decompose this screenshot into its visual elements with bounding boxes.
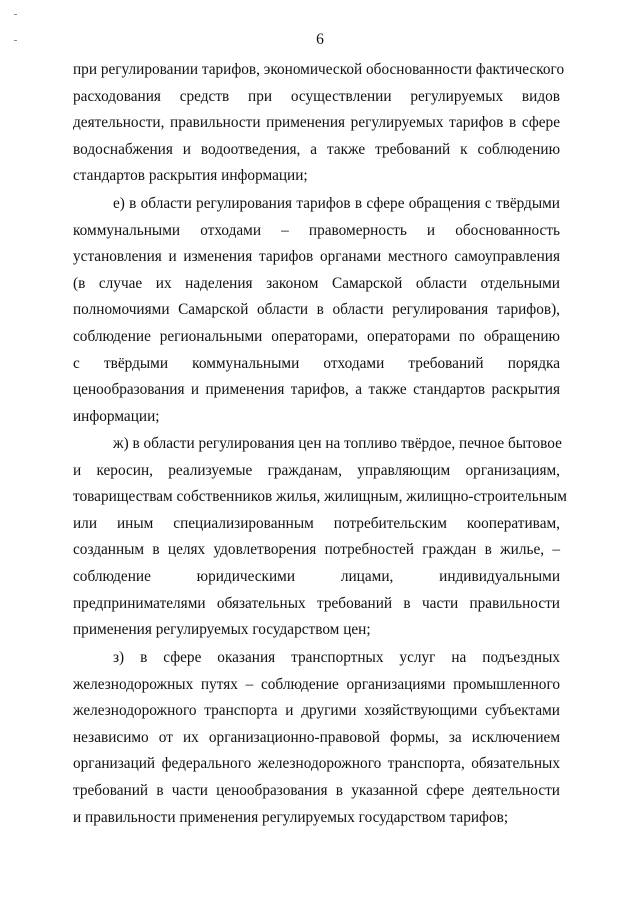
- text-line: водоснабжения и водоотведения, а также требований к соблюдению: [73, 140, 560, 158]
- text-line: ж) в области регулирования цен на топливо твёрдое, печное бытовое: [113, 435, 562, 452]
- text-line: организаций федерального железнодорожного транспорта, обязательных: [73, 755, 560, 773]
- text-line: с твёрдыми коммунальными отходами требований порядка: [73, 354, 560, 372]
- text-line: при регулировании тарифов, экономической обоснованности фактического: [73, 61, 565, 78]
- text-line: товариществам собственников жилья, жилищным, жилищно-строительным: [73, 488, 567, 506]
- text-line: независимо от их организационно-правовой формы, за исключением: [73, 728, 560, 746]
- page-number: 6: [316, 31, 324, 48]
- text-line: информации;: [73, 407, 160, 425]
- text-line: применения регулируемых государством цен;: [73, 621, 371, 639]
- paragraph-item-zh: [73, 431, 567, 644]
- text-line: деятельности, правильности применения регулируемых тарифов в сфере: [73, 114, 560, 132]
- paragraph-item-e: [73, 191, 560, 430]
- text-line: и керосин, реализуемые гражданам, управляющим организациям,: [73, 461, 560, 479]
- text-line: ценообразования и применения тарифов, а также стандартов раскрытия: [73, 381, 560, 399]
- text-line: соблюдение региональными операторами, операторами по обращению: [73, 327, 560, 345]
- paragraph-item-z: [73, 645, 560, 831]
- paragraph-continuation: [73, 57, 565, 190]
- text-line: коммунальными отходами – правомерность и обоснованность: [73, 221, 560, 239]
- text-line: стандартов раскрытия информации;: [73, 167, 308, 185]
- text-line: установления и изменения тарифов органами местного самоуправления: [73, 248, 560, 266]
- text-line: железнодорожного транспорта и другими хозяйствующими субъектами: [73, 702, 560, 720]
- text-line: е) в области регулирования тарифов в сфере обращения с твёрдыми: [113, 195, 560, 212]
- text-line: соблюдение юридическими лицами, индивидуальными: [73, 567, 560, 585]
- margin-mark: [14, 14, 17, 15]
- text-line: предпринимателями обязательных требований в части правильности: [73, 594, 560, 612]
- text-line: или иным специализированным потребительским кооперативам,: [73, 514, 560, 532]
- text-line: (в случае их наделения законом Самарской области отдельными: [73, 274, 560, 292]
- text-line: и правильности применения регулируемых государством тарифов;: [73, 808, 509, 826]
- text-line: требований в части ценообразования в указанной сфере деятельности: [73, 781, 560, 799]
- text-line: полномочиями Самарской области в области регулирования тарифов),: [73, 301, 560, 319]
- text-line: железнодорожных путях – соблюдение организациями промышленного: [73, 675, 560, 693]
- text-line: созданным в целях удовлетворения потребностей граждан в жилье, –: [73, 541, 560, 559]
- text-line: з) в сфере оказания транспортных услуг на подъездных: [113, 649, 560, 666]
- text-line: расходования средств при осуществлении регулируемых видов: [73, 87, 560, 105]
